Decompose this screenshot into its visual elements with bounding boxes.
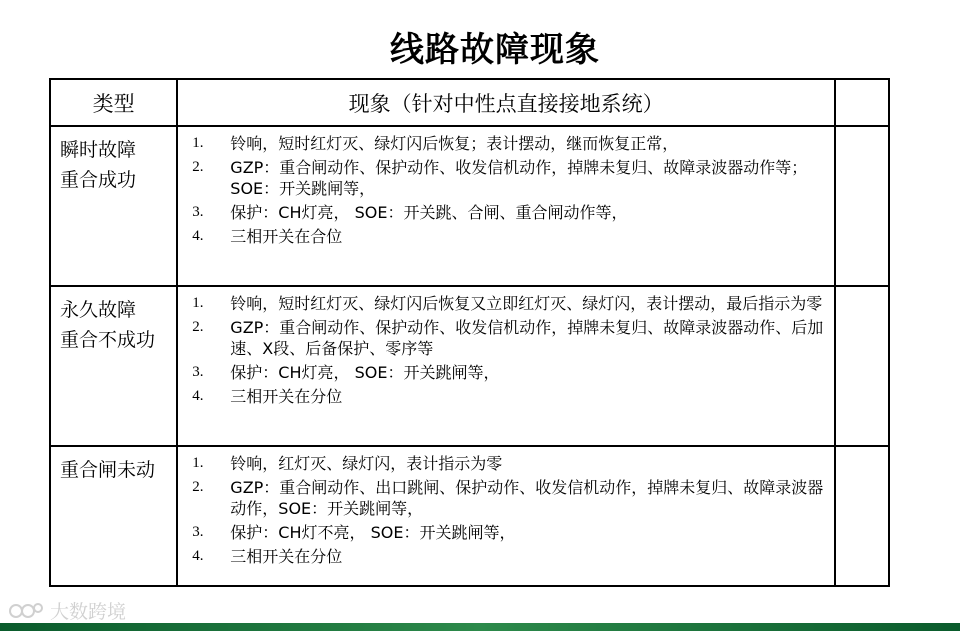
list-item-number: 3. <box>192 204 204 220</box>
list-item <box>192 386 830 407</box>
header-phenomenon: 现象（针对中性点直接接地系统） <box>177 79 835 126</box>
fault-type-cell: 重合闸未动 <box>50 446 177 586</box>
fault-phenomena-table <box>49 78 890 587</box>
list-item <box>192 226 830 247</box>
phenomenon-cell <box>177 446 835 586</box>
list-item-text: GZP：重合闸动作、保护动作、收发信机动作，掉牌未复归、故障录波器动作等；SOE：开关跳闸等， <box>230 158 808 198</box>
list-item-text: 保护：CH灯亮， SOE：开关跳闸等， <box>230 363 500 382</box>
list-item-number: 2. <box>192 319 204 335</box>
list-item <box>192 546 830 567</box>
list-item-text: 铃响，短时红灯灭、绿灯闪后恢复；表计摆动，继而恢复正常， <box>230 134 679 153</box>
list-item-number: 4. <box>192 548 204 564</box>
list-item-text: 铃响，红灯灭、绿灯闪，表计指示为零 <box>230 454 503 473</box>
bottom-accent-bar <box>0 623 960 631</box>
list-item-text: 三相开关在合位 <box>230 227 343 246</box>
list-item-text: 三相开关在分位 <box>230 387 343 406</box>
list-item-text: GZP：重合闸动作、保护动作、收发信机动作，掉牌未复归、故障录波器动作、后加速、X段、后备保护、零序等 <box>230 318 824 358</box>
phenomenon-cell <box>177 286 835 446</box>
fault-type-cell: 瞬时故障 重合成功 <box>50 126 177 286</box>
list-item-text: GZP：重合闸动作、出口跳闸、保护动作、收发信机动作，掉牌未复归、故障录波器动作，SOE：开关跳闸等， <box>230 478 824 518</box>
table-row <box>50 126 889 286</box>
list-item <box>192 317 830 359</box>
list-item-text: 三相开关在分位 <box>230 547 343 566</box>
table-header-row <box>50 79 889 126</box>
phenomenon-cell <box>177 126 835 286</box>
list-item <box>192 157 830 199</box>
table-row <box>50 286 889 446</box>
list-item-text: 铃响，短时红灯灭、绿灯闪后恢复又立即红灯灭、绿灯闪，表计摆动，最后指示为零 <box>230 294 823 313</box>
list-item <box>192 202 830 223</box>
list-item-text: 保护：CH灯亮， SOE：开关跳、合闸、重合闸动作等， <box>230 203 628 222</box>
list-item <box>192 133 830 154</box>
watermark-logo-icon <box>8 600 44 622</box>
list-item-text: 保护：CH灯不亮， SOE：开关跳闸等， <box>230 523 516 542</box>
empty-cell <box>835 446 889 586</box>
phenomenon-list <box>178 447 834 576</box>
header-empty <box>835 79 889 126</box>
list-item-number: 2. <box>192 159 204 175</box>
list-item-number: 3. <box>192 524 204 540</box>
list-item-number: 1. <box>192 455 204 471</box>
list-item <box>192 453 830 474</box>
fault-type-cell: 永久故障 重合不成功 <box>50 286 177 446</box>
empty-cell <box>835 126 889 286</box>
page-title: 线路故障现象 <box>390 30 600 70</box>
list-item <box>192 522 830 543</box>
list-item-number: 1. <box>192 295 204 311</box>
empty-cell <box>835 286 889 446</box>
phenomenon-list <box>178 127 834 256</box>
phenomenon-list <box>178 287 834 416</box>
list-item-number: 2. <box>192 479 204 495</box>
list-item-number: 3. <box>192 364 204 380</box>
list-item-number: 4. <box>192 228 204 244</box>
list-item-number: 4. <box>192 388 204 404</box>
list-item <box>192 477 830 519</box>
watermark <box>8 597 126 624</box>
watermark-text: 大数跨境 <box>50 601 127 623</box>
list-item <box>192 362 830 383</box>
header-type: 类型 <box>50 79 177 126</box>
table-row <box>50 446 889 586</box>
list-item-number: 1. <box>192 135 204 151</box>
list-item <box>192 293 830 314</box>
